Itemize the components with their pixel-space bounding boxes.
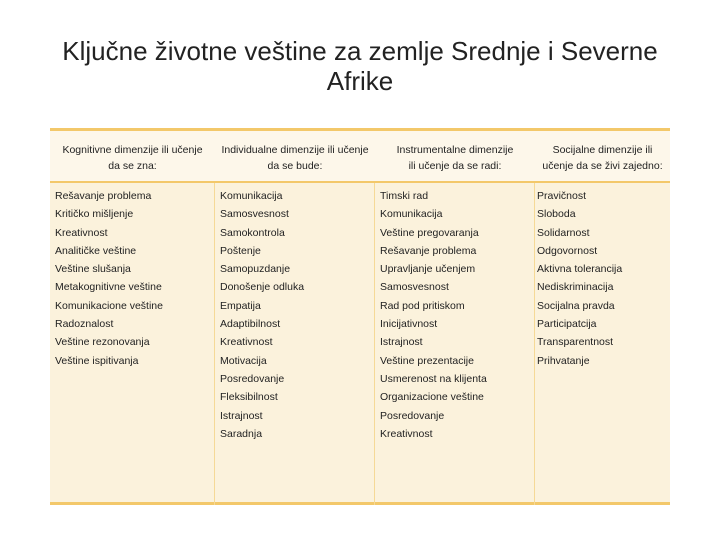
header-text: da se bude: <box>267 160 323 172</box>
list-item: Donošenje odluka <box>220 281 305 294</box>
skills-list <box>220 187 374 443</box>
title-line-2: Afrike <box>326 66 394 96</box>
list-item: Komunikacija <box>220 190 283 202</box>
header-social <box>535 142 670 174</box>
slide-title <box>60 36 660 96</box>
title-line-1: Ključne životne veštine za zemlje Srednje i Severne <box>62 36 658 66</box>
list-item: Kreativnost <box>220 336 273 349</box>
header-text: ili učenje da se radi: <box>408 160 502 172</box>
list-item: Kreativnost <box>380 427 433 440</box>
list-item: Fleksibilnost <box>220 391 278 404</box>
list-item: Nediskriminacija <box>537 281 614 294</box>
list-item: Analitičke veštine <box>55 244 137 257</box>
list-item: Empatija <box>220 299 261 312</box>
column-social <box>534 183 670 505</box>
list-item: Aktivna tolerancija <box>537 263 623 276</box>
list-item: Socijalna pravda <box>537 299 615 312</box>
life-skills-table <box>50 128 670 505</box>
list-item: Istrajnost <box>220 409 263 422</box>
list-item: Istrajnost <box>380 336 423 349</box>
header-cognitive <box>50 142 215 174</box>
list-item: Inicijativnost <box>380 318 438 331</box>
table-body-row <box>50 183 670 505</box>
list-item: Radoznalost <box>55 318 114 331</box>
column-individual <box>214 183 374 505</box>
skills-list <box>537 187 670 370</box>
list-item: Samosvesnost <box>380 281 449 294</box>
list-item: Poštenje <box>220 244 261 257</box>
list-item: Prihvatanje <box>537 354 590 367</box>
list-item: Samopuzdanje <box>220 263 291 276</box>
list-item: Samosvesnost <box>220 208 289 221</box>
list-item: Veštine rezonovanja <box>55 336 150 349</box>
list-item: Saradnja <box>220 427 263 440</box>
list-item: Timski rad <box>380 190 429 202</box>
list-item: Sloboda <box>537 208 576 221</box>
list-item: Upravljanje učenjem <box>380 263 476 276</box>
list-item: Usmerenost na klijenta <box>380 372 487 385</box>
column-cognitive <box>50 183 214 505</box>
header-individual <box>215 142 375 174</box>
list-item: Veštine slušanja <box>55 263 131 276</box>
list-item: Organizacione veštine <box>380 391 484 404</box>
header-instrumental <box>375 142 535 174</box>
list-item: Metakognitivne veštine <box>55 281 162 294</box>
list-item: Kritičko mišljenje <box>55 208 134 221</box>
list-item: Komunikacione veštine <box>55 299 163 312</box>
header-text: Individualne dimenzije ili učenje <box>221 144 369 156</box>
table-header-row <box>50 131 670 183</box>
list-item: Participatcija <box>537 318 597 331</box>
list-item: Pravičnost <box>537 190 587 202</box>
list-item: Motivacija <box>220 354 267 367</box>
list-item: Veštine prezentacije <box>380 354 474 367</box>
list-item: Komunikacija <box>380 208 443 221</box>
column-instrumental <box>374 183 534 505</box>
header-text: Socijalne dimenzije ili <box>552 144 653 156</box>
list-item: Rešavanje problema <box>380 244 477 257</box>
list-item: Rešavanje problema <box>55 190 152 202</box>
list-item: Kreativnost <box>55 226 108 239</box>
list-item: Posredovanje <box>380 409 445 422</box>
header-text: da se zna: <box>108 160 157 172</box>
list-item: Rad pod pritiskom <box>380 299 465 312</box>
list-item: Transparentnost <box>537 336 614 349</box>
list-item: Solidarnost <box>537 226 590 239</box>
list-item: Veštine pregovaranja <box>380 226 479 239</box>
list-item: Odgovornost <box>537 244 598 257</box>
list-item: Adaptibilnost <box>220 318 281 331</box>
list-item: Veštine ispitivanja <box>55 354 139 367</box>
list-item: Posredovanje <box>220 372 285 385</box>
header-text: Instrumentalne dimenzije <box>396 144 514 156</box>
header-text: Kognitivne dimenzije ili učenje <box>62 144 203 156</box>
header-text: učenje da se živi zajedno: <box>542 160 663 172</box>
list-item: Samokontrola <box>220 226 285 239</box>
skills-list <box>380 187 534 443</box>
skills-list <box>55 187 214 370</box>
